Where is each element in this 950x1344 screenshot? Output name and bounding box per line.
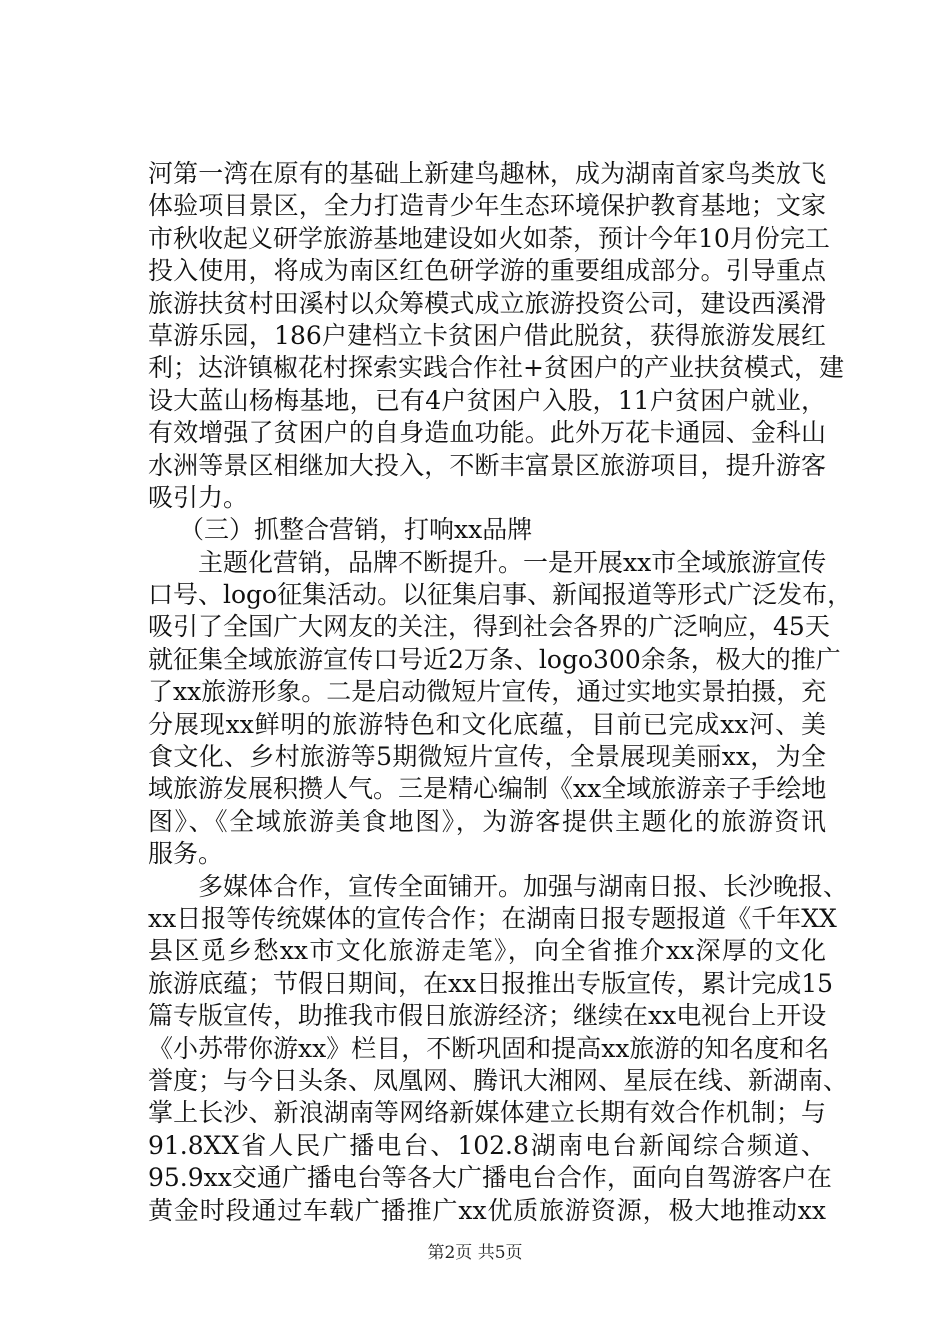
document-body xyxy=(148,158,853,1227)
text-lines xyxy=(148,158,853,1227)
paragraph-line: 服务。 xyxy=(148,839,224,869)
paragraph-line: 图》、《全域旅游美食地图》，为游客提供主题化的旅游资讯 xyxy=(148,806,826,836)
paragraph-line: 就征集全域旅游宣传口号近2万条、logo300余条，极大的推广 xyxy=(148,644,841,674)
section-heading: （三）抓整合营销，打响xx品牌 xyxy=(179,515,533,545)
paragraph-line: 域旅游发展积攒人气。三是精心编制《xx全域旅游亲子手绘地 xyxy=(148,774,827,804)
paragraph-line: 口号、logo征集活动。以征集启事、新闻报道等形式广泛发布， xyxy=(148,580,853,610)
paragraph-line: 设大蓝山杨梅基地，已有4户贫困户入股，11户贫困户就业， xyxy=(148,385,826,415)
paragraph-line: 主题化营销，品牌不断提升。一是开展xx市全域旅游宣传 xyxy=(198,547,827,577)
paragraph-line: 91.8XX省人民广播电台、102.8湖南电台新闻综合频道、 xyxy=(148,1130,826,1160)
paragraph-line: 誉度；与今日头条、凤凰网、腾讯大湘网、星辰在线、新湖南、 xyxy=(148,1065,849,1095)
paragraph-line: 多媒体合作，宣传全面铺开。加强与湖南日报、长沙晚报、 xyxy=(198,871,849,901)
paragraph-line: 了xx旅游形象。二是启动微短片宣传，通过实地实景拍摄，充 xyxy=(148,677,827,707)
paragraph-line: 旅游扶贫村田溪村以众筹模式成立旅游投资公司，建设西溪滑 xyxy=(148,288,826,318)
page-number: 第2页 共5页 xyxy=(427,1243,523,1263)
paragraph-line: 水洲等景区相继加大投入，不断丰富景区旅游项目，提升游客 xyxy=(148,450,826,480)
paragraph-line: 县区觅乡愁xx市文化旅游走笔》，向全省推介xx深厚的文化 xyxy=(148,936,826,966)
paragraph-line: 篇专版宣传，助推我市假日旅游经济；继续在xx电视台上开设 xyxy=(148,1001,827,1031)
paragraph-line: 分展现xx鲜明的旅游特色和文化底蕴，目前已完成xx河、美 xyxy=(148,709,826,739)
paragraph-line: 有效增强了贫困户的自身造血功能。此外万花卡通园、金科山 xyxy=(148,418,826,448)
paragraph-line: 《小苏带你游xx》栏目，不断巩固和提高xx旅游的知名度和名 xyxy=(148,1033,830,1063)
paragraph-line: xx日报等传统媒体的宣传合作；在湖南日报专题报道《千年XX xyxy=(148,903,837,933)
paragraph-line: 旅游底蕴；节假日期间，在xx日报推出专版宣传，累计完成15 xyxy=(148,968,834,998)
paragraph-line: 95.9xx交通广播电台等各大广播电台合作，面向自驾游客户在 xyxy=(148,1163,832,1193)
paragraph-line: 市秋收起义研学旅游基地建设如火如荼，预计今年10月份完工 xyxy=(148,223,830,253)
paragraph-line: 黄金时段通过车载广播推广xx优质旅游资源，极大地推动xx xyxy=(148,1195,826,1225)
paragraph-line: 掌上长沙、新浪湖南等网络新媒体建立长期有效合作机制；与 xyxy=(148,1098,826,1128)
page-footer xyxy=(0,1238,950,1263)
paragraph-line: 投入使用，将成为南区红色研学游的重要组成部分。引导重点 xyxy=(148,256,826,286)
paragraph-line: 体验项目景区，全力打造青少年生态环境保护教育基地；文家 xyxy=(148,191,826,221)
paragraph-line: 利；达浒镇椒花村探索实践合作社+贫困户的产业扶贫模式，建 xyxy=(148,353,844,383)
paragraph-line: 吸引了全国广大网友的关注，得到社会各界的广泛响应，45天 xyxy=(148,612,830,642)
paragraph-line: 草游乐园，186户建档立卡贫困户借此脱贫，获得旅游发展红 xyxy=(148,320,826,350)
paragraph-line: 河第一湾在原有的基础上新建鸟趣林，成为湖南首家鸟类放飞 xyxy=(148,159,826,188)
paragraph-line: 吸引力。 xyxy=(148,482,249,512)
paragraph-line: 食文化、乡村旅游等5期微短片宣传，全景展现美丽xx，为全 xyxy=(148,742,826,772)
